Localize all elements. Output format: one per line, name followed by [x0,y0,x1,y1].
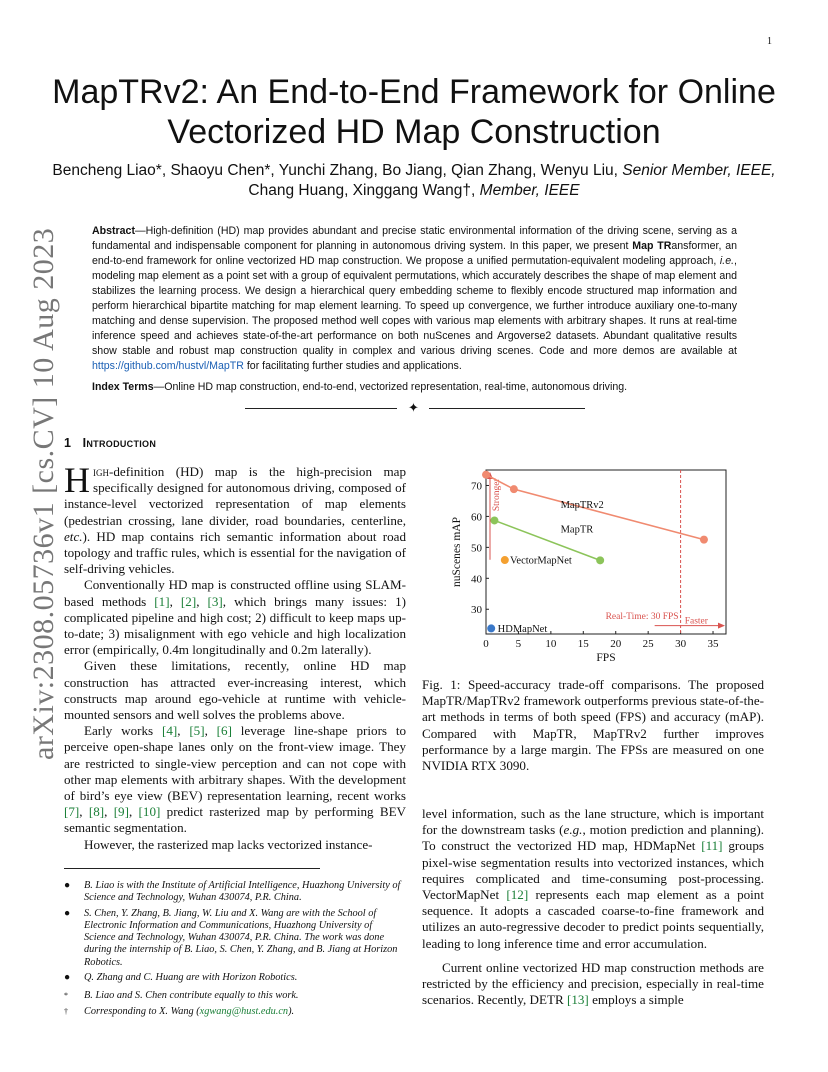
y-tick-label: 70 [471,480,482,493]
x-tick-label: 20 [610,638,622,650]
footnote: ● S. Chen, Y. Zhang, B. Jiang, W. Liu and X. Wang are with the School of Electronic Information and Communications, Huazhong University of Science and Technology, Wuhan 430074, P.R. China. The work was done during the internship of B. Liao, S. Chen, Y. Zhang, and B. Jiang at Horizon Robotics. [64,907,398,968]
footnote-equal-contribution: * B. Liao and S. Chen contribute equally to this work. [64,990,299,1002]
footnote: ● B. Liao is with the Institute of Artificial Intelligence, Huazhong University of Science and Technology, Wuhan 430074, P.R. China. [64,880,401,904]
data-point-vectormapnet [501,556,509,564]
citation-link[interactable]: [1] [154,593,170,609]
paragraph: High-definition (HD) map is the high-precision map specifically designed for autonomous driving, composed of instance-level vectorized representation of map elements (pedestrian crossing, lane divider, road boundaries, centerline, etc.). HD map contains rich semantic information about road topology and traffic rules, which is essential for the navigation of self-driving vehicles. [64,460,406,577]
bullet-icon: ● [64,972,71,984]
x-tick-label: 10 [545,638,557,650]
section-title: Introduction [82,436,157,450]
citation-link[interactable]: [9] [113,804,129,820]
y-tick-label: 30 [471,604,482,617]
data-point-maptrv2 [510,485,518,493]
paragraph: Early works [4], [5], [6] leverage line-shape priors to perceive open-shape lanes only on the front-view image. They are restricted to single-view perception and can not cope with other map elements with arbitrary shapes. With the development of bird’s eye view (BEV) representation learning, recent works [7], [8], [9], [10] predict rasterized map by performing BEV semantic segmentation. [64,723,407,836]
page-number: 1 [767,36,772,47]
plot-frame [486,470,726,634]
abstract-label: Abstract [92,225,135,237]
citation-link[interactable]: [11] [701,838,723,854]
series-label-vectormapnet: VectorMapNet [510,555,572,567]
y-tick-label: 60 [471,511,482,524]
figure-caption: Fig. 1: Speed-accuracy trade-off comparisons. The proposed MapTR/MapTRv2 framework outperforms previous state-of-the-art methods in terms of both speed (FPS) and accuracy (mAP). Compared with MapTR, MapTRv2 further improves performance by a large margin. The FPSs are measured on one NVIDIA RTX 3090. [422,677,764,774]
footnote-corresponding: † Corresponding to X. Wang (xgwang@hust.edu.cn). [64,1005,295,1017]
y-axis-label: nuScenes mAP [451,517,463,587]
section-heading [64,436,404,450]
y-tick-label: 40 [471,573,482,586]
authors-line-2: Chang Huang, Xinggang Wang†, Member, IEEE [248,182,580,199]
data-point-maptrv2 [700,536,708,544]
x-tick-label: 25 [642,638,654,650]
citation-link[interactable]: [2] [180,593,197,609]
drop-cap: H [64,460,90,500]
section-separator [245,400,585,416]
email-link[interactable]: xgwang@hust.edu.cn [199,1005,289,1017]
x-tick-label: 30 [675,638,687,650]
authors-line-1: Bencheng Liao*, Shaoyu Chen*, Yunchi Zhang, Bo Jiang, Qian Zhang, Wenyu Liu, Senior Member, IEEE, [52,162,776,179]
citation-link[interactable]: [8] [88,804,105,820]
data-point-maptr [596,556,604,564]
bullet-icon: ● [64,880,71,891]
figure-1 [430,462,770,672]
footnotes [64,880,406,1021]
citation-link[interactable]: [12] [506,887,529,903]
series-label-maptr: MapTR [560,524,594,536]
footnote-mark: † [64,1006,68,1016]
x-tick-label: 35 [707,638,719,650]
citation-link[interactable]: [4] [161,723,178,739]
paragraph: Given these limitations, recently, online HD map construction has attracted ever-increasing interest, which constructs map around ego-vehicle at runtime with vehicle-mounted sensors and well solves the problems above. [64,658,406,723]
code-link[interactable]: https://github.com/hustvl/MapTR [92,360,244,372]
series-label-maptrv2: MapTRv2 [560,500,604,512]
footnote-rule [64,868,320,869]
paragraph: Conventionally HD map is constructed offline using SLAM-based methods [1], [2], [3], which brings many issues: 1) complicated pipeline and high cost; 2) difficult to keep maps up-to-date; 3) misalignment with ego vehicle and high localization error (empirically, 0.4m longitudinally and 0.2m laterally). [64,577,406,658]
citation-link[interactable]: [10] [138,804,161,820]
x-tick-label: 5 [515,638,522,650]
y-tick-label: 50 [471,542,482,555]
abstract: Abstract—High-definition (HD) map provides abundant and precise static environmental information of the driving scene, serving as a fundamental and indispensable component for planning in autonomous driving system. In this paper, we present Map TRansformer, an end-to-end framework for online vectorized HD map construction. We propose a unified permutation-equivalent modeling approach, i.e., modeling map element as a point set with a group of equivalent permutations, which accurately describes the shape of map element and stabilizes the learning process. We design a hierarchical query embedding scheme to flexibly encode structured map information and perform hierarchical bipartite matching for map element learning. To speed up convergence, we further introduce auxiliary one-to-many matching and dense supervision. The proposed method well copes with various map elements with arbitrary shapes. It runs at real-time inference speed and achieves state-of-the-art performance on both nuScenes and Argoverse2 datasets. Abundant qualitative results show stable and robust map construction quality in complex and various driving scenes. Code and more demos are available at https://github.com/hustvl/MapTR for facilitating further studies and applications. [92,225,737,372]
data-point-maptr [490,516,498,524]
paragraph: level information, such as the lane structure, which is important for the downstream tasks (e.g., motion prediction and planning). To construct the vectorized HD map, HDMapNet [11] groups pixel-wise segmentation results into vectorized instances, which requires complicated and time-consuming post-processing. VectorMapNet [12] represents each map element as a point sequence. It adopts a cascaded coarse-to-fine framework and utilizes an auto-regressive decoder to predict points sequentially, leading to long inference time and error accumulation. [422,806,764,951]
data-point-hdmapnet [487,624,495,632]
citation-link[interactable]: [5] [189,723,205,739]
citation-link[interactable]: [13] [566,992,589,1008]
paragraph: Current online vectorized HD map construction methods are restricted by the efficiency and precision, especially in real-time scenarios. Recently, DETR [13] employs a simple [422,959,764,1008]
separator-line-right [429,408,585,409]
x-tick-label: 0 [483,638,489,650]
arxiv-identifier: arXiv:2308.05736v1 [cs.CV] 10 Aug 2023 [27,227,60,760]
bullet-icon: ● [64,907,71,919]
citation-link[interactable]: [7] [64,804,80,820]
series-label-hdmapnet: HDMapNet [497,623,548,635]
footnote-mark: * [64,991,68,1001]
separator-line-left [245,408,397,409]
right-column [422,806,764,1008]
x-axis-label: FPS [596,652,616,664]
faster-label: Faster [684,616,708,627]
paragraph: However, the rasterized map lacks vectorized instance- [84,836,373,852]
separator-ornament-icon: ✦ [408,400,419,415]
speed-accuracy-chart [430,462,770,672]
faster-arrow-head [718,623,725,629]
index-terms: Index Terms—Online HD map construction, end-to-end, vectorized representation, real-time, autonomous driving. [92,381,628,393]
section-number: 1 [64,436,72,450]
realtime-label: Real-Time: 30 FPS [605,612,679,623]
author-list [40,161,788,201]
data-point-maptrv2 [482,471,490,479]
citation-link[interactable]: [3] [207,593,223,609]
index-terms-label: Index Terms [92,381,154,393]
citation-link[interactable]: [6] [216,723,232,739]
footnote: ● Q. Zhang and C. Huang are with Horizon Robotics. [64,972,298,984]
left-column [64,460,407,853]
paper-title: MapTRv2: An End-to-End Framework for Online Vectorized HD Map Construction [52,73,776,151]
x-tick-label: 15 [577,638,589,650]
stronger-label: Stronger [492,478,502,512]
